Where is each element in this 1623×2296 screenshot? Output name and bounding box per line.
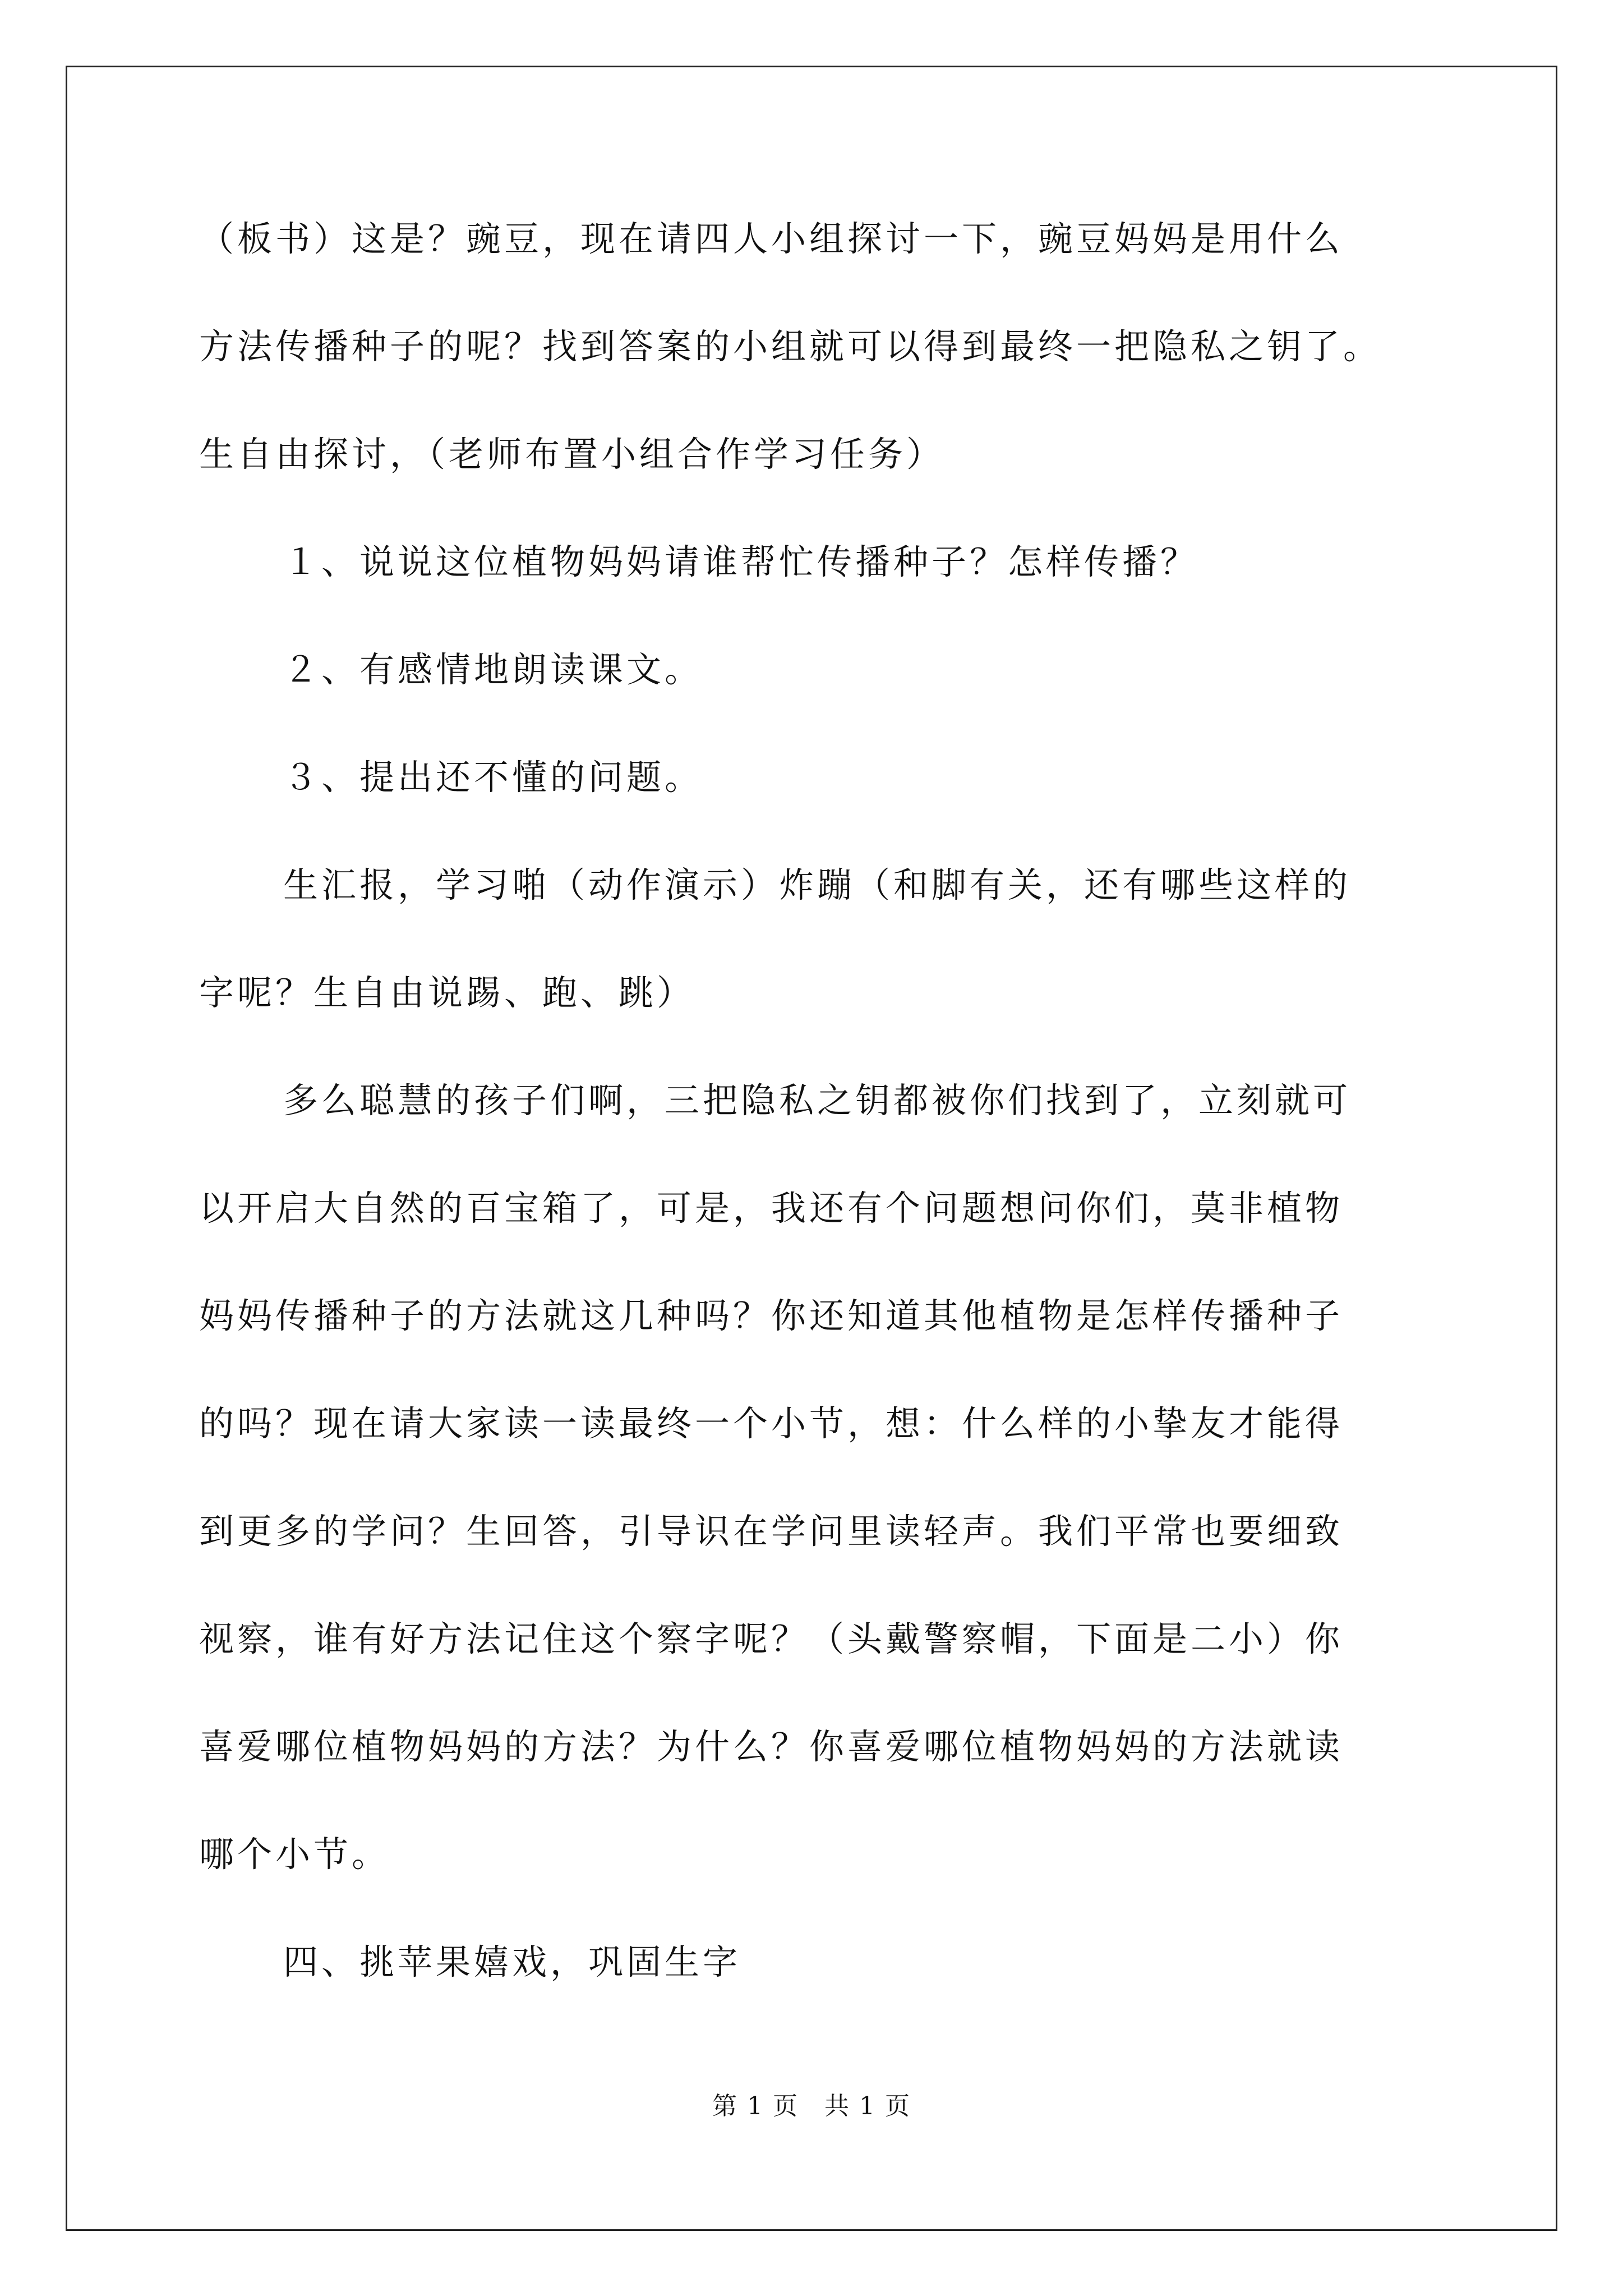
text-line: 的吗？现在请大家读一读最终一个小节，想：什么样的小挚友才能得 (199, 1403, 1344, 1444)
text-line: 字呢？生自由说踢、跑、跳） (199, 972, 695, 1013)
list-item: ２、有感情地朗读课文。 (283, 649, 703, 690)
list-item: ３、提出还不懂的问题。 (283, 757, 703, 798)
text-line: 哪个小节。 (199, 1834, 390, 1875)
paragraph-start: 生汇报，学习啪（动作演示）炸蹦（和脚有关，还有哪些这样的 (283, 864, 1352, 905)
text-line: 以开启大自然的百宝箱了，可是，我还有个问题想问你们，莫非植物 (199, 1188, 1344, 1228)
text-line: 方法传播种子的呢？找到答案的小组就可以得到最终一把隐私之钥了。 (199, 326, 1382, 367)
section-heading: 四、挑苹果嬉戏，巩固生字 (283, 1941, 741, 1982)
text-line: 喜爱哪位植物妈妈的方法？为什么？你喜爱哪位植物妈妈的方法就读 (199, 1726, 1344, 1767)
text-line: 到更多的学问？生回答，引导识在学问里读轻声。我们平常也要细致 (199, 1511, 1344, 1552)
text-line: 生自由探讨，（老师布置小组合作学习任务） (199, 434, 945, 475)
text-line: （板书）这是？豌豆，现在请四人小组探讨一下，豌豆妈妈是用什么 (199, 218, 1344, 259)
paragraph-start: 多么聪慧的孩子们啊，三把隐私之钥都被你们找到了，立刻就可 (283, 1080, 1352, 1121)
document-body (199, 218, 1433, 2053)
text-line: 妈妈传播种子的方法就这几种吗？你还知道其他植物是怎样传播种子 (199, 1295, 1344, 1336)
list-item: １、说说这位植物妈妈请谁帮忙传播种子？怎样传播？ (283, 541, 1199, 582)
text-line: 视察，谁有好方法记住这个察字呢？（头戴警察帽，下面是二小）你 (199, 1618, 1344, 1659)
page-number-footer: 第 1 页 共 1 页 (712, 2092, 911, 2120)
